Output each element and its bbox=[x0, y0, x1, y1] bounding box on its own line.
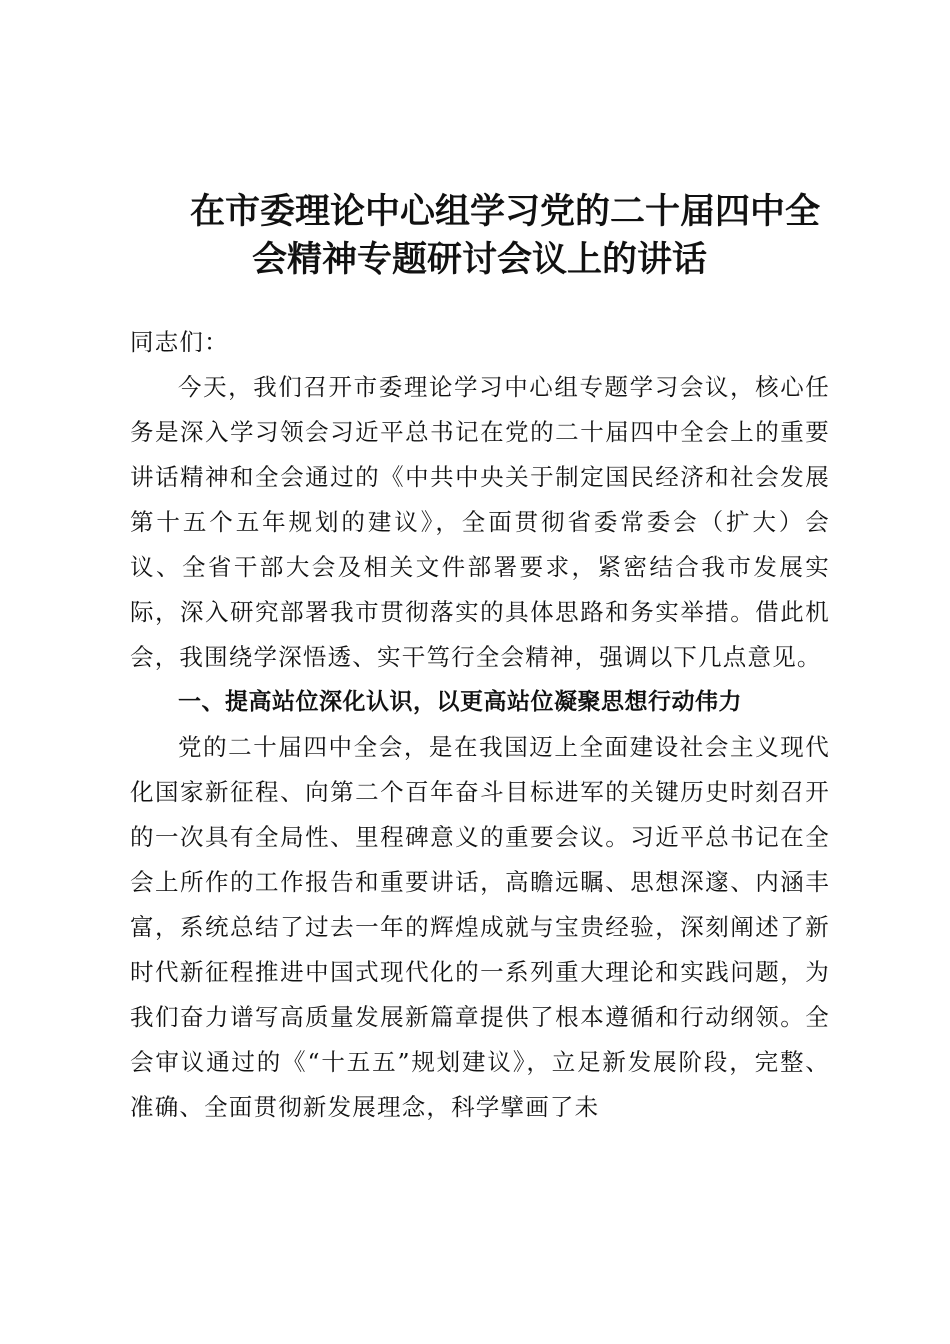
title-line-1: 在市委理论中心组学习党的二十届四中全 bbox=[190, 192, 821, 233]
section-1-paragraph: 党的二十届四中全会，是在我国迈上全面建设社会主义现代化国家新征程、向第二个百年奋斗目标进军的关键历史时刻召开的一次具有全局性、里程碑意义的重要会议。习近平总书记在全会上所作的工作报告和重要讲话，高瞻远瞩、思想深邃、内涵丰富，系统总结了过去一年的辉煌成就与宝贵经验，深刻阐述了新时代新征程推进中国式现代化的一系列重大理论和实践问题，为我们奋力谱写高质量发展新篇章提供了根本遵循和行动纲领。全会审议通过的《“十五五”规划建议》，立足新发展阶段，完整、准确、全面贯彻新发展理念，科学擘画了未 bbox=[130, 733, 830, 1121]
document-title bbox=[130, 188, 830, 284]
document-body bbox=[130, 320, 830, 1130]
salutation: 同志们： bbox=[130, 328, 229, 356]
intro-paragraph: 今天，我们召开市委理论学习中心组专题学习会议，核心任务是深入学习领会习近平总书记在党的二十届四中全会上的重要讲话精神和全会通过的《中共中央关于制定国民经济和社会发展第十五个五年规划的建议》，全面贯彻省委常委会（扩大）会议、全省干部大会及相关文件部署要求，紧密结合我市发展实际，深入研究部署我市贯彻落实的具体思路和务实举措。借此机会，我围绕学深悟透、实干笃行全会精神，强调以下几点意见。 bbox=[130, 373, 830, 671]
title-line-2: 会精神专题研讨会议上的讲话 bbox=[252, 240, 708, 281]
section-1-heading: 一、提高站位深化认识，以更高站位凝聚思想行动伟力 bbox=[178, 689, 742, 715]
